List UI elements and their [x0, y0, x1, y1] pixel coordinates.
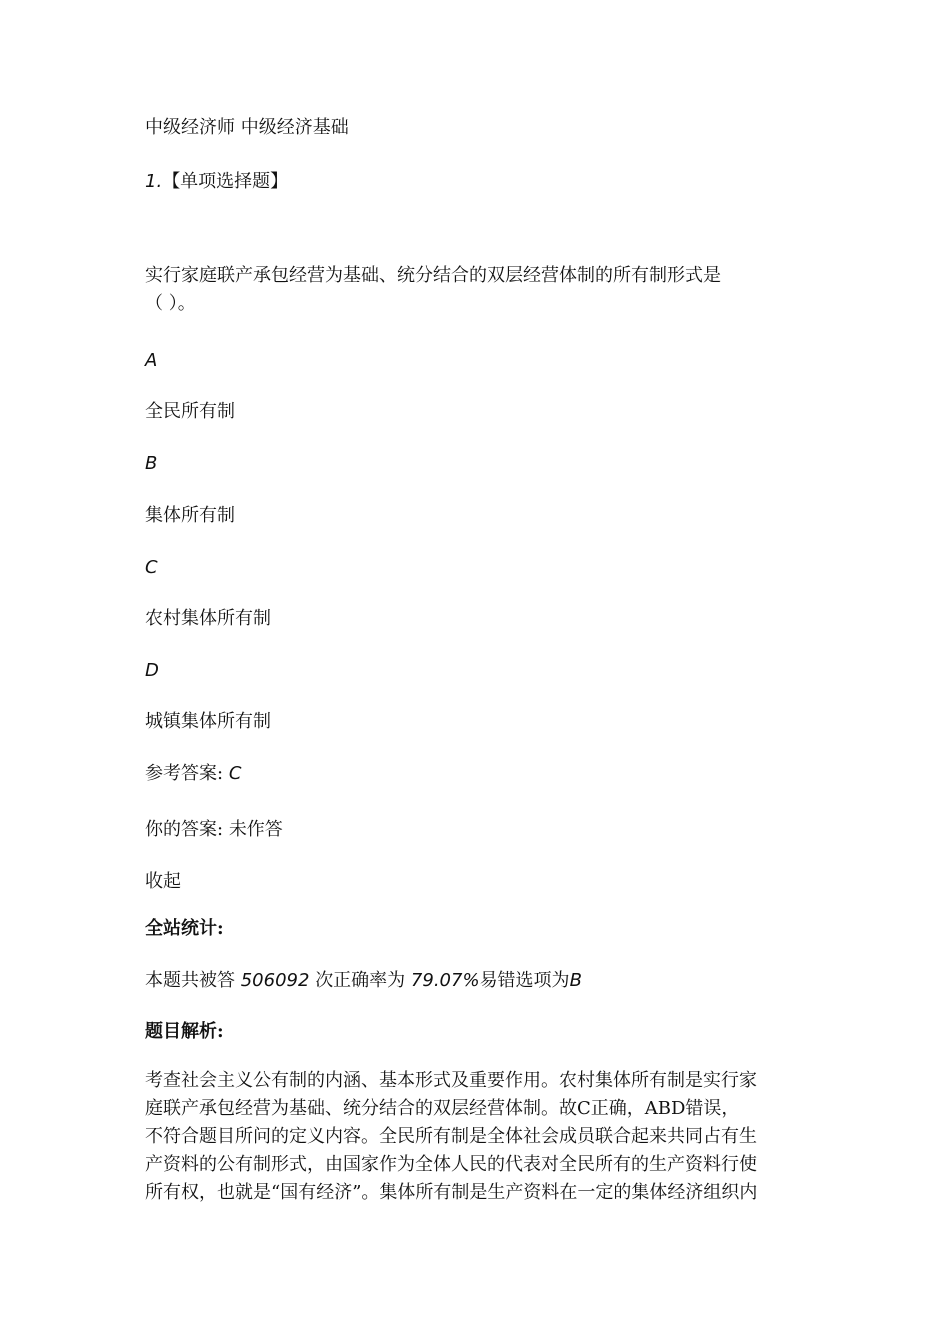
stats-summary [145, 969, 582, 993]
stats-suffix: 易错选项为 [479, 970, 570, 991]
option-a-letter[interactable]: A [145, 350, 158, 371]
analysis-line-3: 不符合题目所问的定义内容。全民所有制是全体社会成员联合起来共同占有生 [145, 1126, 757, 1147]
stats-count: 506092 [240, 970, 310, 991]
option-d-letter[interactable]: D [145, 660, 159, 681]
analysis-line-4: 产资料的公有制形式，由国家作为全体人民的代表对全民所有的生产资料行使 [145, 1154, 757, 1175]
question-stem-line-2: （ ）。 [145, 293, 196, 314]
question-header [145, 170, 288, 194]
question-number: 1. [145, 171, 163, 192]
analysis-line-1: 考查社会主义公有制的内涵、基本形式及重要作用。农村集体所有制是实行家 [145, 1070, 757, 1091]
option-a-text[interactable]: 全民所有制 [145, 401, 235, 422]
reference-answer-label: 参考答案: [145, 763, 224, 784]
page-title: 中级经济师 中级经济基础 [145, 117, 349, 138]
analysis-heading: 题目解析: [145, 1021, 224, 1042]
option-d-text[interactable]: 城镇集体所有制 [145, 711, 271, 732]
collapse-link[interactable]: 收起 [145, 871, 181, 892]
stats-wrong-option: B [569, 970, 582, 991]
analysis-line-2: 庭联产承包经营为基础、统分结合的双层经营体制。故C正确，ABD错误， [145, 1098, 740, 1119]
option-b-text[interactable]: 集体所有制 [145, 505, 235, 526]
option-b-letter[interactable]: B [145, 453, 158, 474]
question-stem-line-1: 实行家庭联产承包经营为基础、统分结合的双层经营体制的所有制形式是 [145, 265, 721, 286]
analysis-line-5: 所有权，也就是“国有经济”。集体所有制是生产资料在一定的集体经济组织内 [145, 1182, 758, 1203]
stats-middle: 次正确率为 [315, 970, 406, 991]
your-answer-value: 未作答 [228, 819, 283, 840]
your-answer [145, 818, 283, 842]
your-answer-label: 你的答案: [145, 819, 224, 840]
reference-answer-value: C [228, 763, 242, 784]
option-c-text[interactable]: 农村集体所有制 [145, 608, 271, 629]
stats-prefix: 本题共被答 [145, 970, 235, 991]
reference-answer [145, 762, 241, 786]
stats-rate: 79.07% [410, 970, 480, 991]
option-c-letter[interactable]: C [145, 557, 158, 578]
question-type: 【单项选择题】 [162, 171, 289, 192]
stats-heading: 全站统计: [145, 918, 224, 939]
